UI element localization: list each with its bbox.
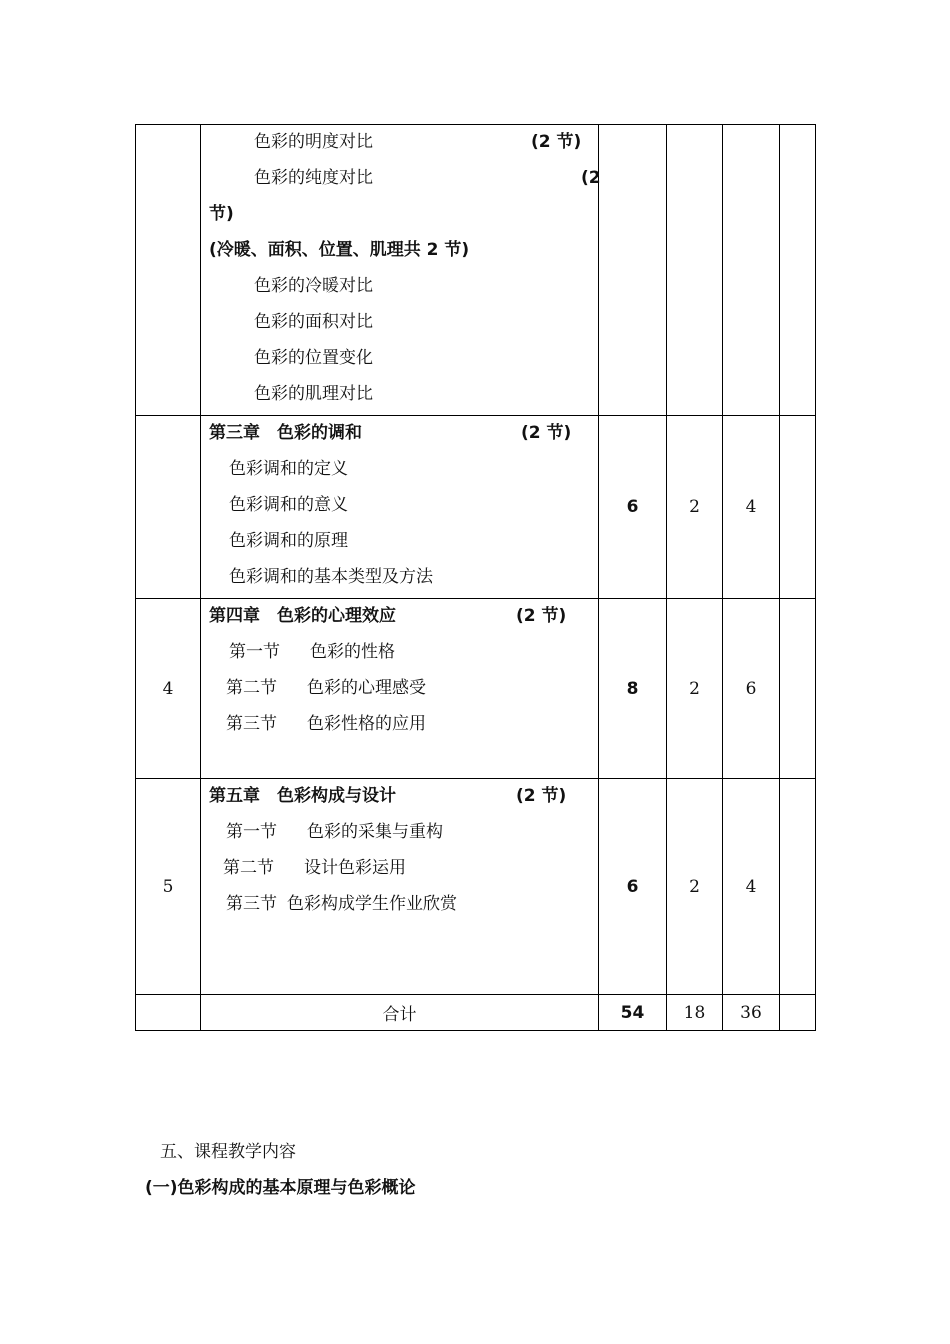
list-item: 色彩的肌理对比 xyxy=(254,384,373,404)
list-item: 第三节 色彩构成学生作业欣赏 xyxy=(226,894,457,914)
list-item: 色彩的纯度对比 (2 xyxy=(254,168,601,188)
remark-cell xyxy=(780,599,816,779)
chapter-title: 第四章 色彩的心理效应 (2 节) xyxy=(209,606,567,626)
total-hours-cell: 6 xyxy=(599,779,667,995)
list-item: 第三节 色彩性格的应用 xyxy=(226,714,426,734)
list-item: 色彩调和的定义 xyxy=(229,459,348,479)
total-hours-cell: 54 xyxy=(599,995,667,1031)
list-item: 第一节 色彩的性格 xyxy=(229,642,395,662)
remark-cell xyxy=(780,125,816,416)
practice-hours-cell: 36 xyxy=(723,995,780,1031)
table-row xyxy=(136,779,816,995)
practice-hours-cell: 4 xyxy=(723,779,780,995)
index-cell xyxy=(136,416,201,599)
content-cell xyxy=(201,125,599,416)
index-cell: 4 xyxy=(136,599,201,779)
course-hours-table xyxy=(135,124,816,1031)
practice-hours-cell: 4 xyxy=(723,416,780,599)
remark-cell xyxy=(780,416,816,599)
list-item: 色彩的面积对比 xyxy=(254,312,373,332)
theory-hours-cell: 18 xyxy=(667,995,723,1031)
list-item: 色彩调和的意义 xyxy=(229,495,348,515)
total-hours-cell: 6 xyxy=(599,416,667,599)
section-heading: 五、课程教学内容 xyxy=(160,1142,296,1162)
table-row xyxy=(136,416,816,599)
chapter-title: 第五章 色彩构成与设计 (2 节) xyxy=(209,786,567,806)
theory-hours-cell: 2 xyxy=(667,779,723,995)
theory-hours-cell: 2 xyxy=(667,599,723,779)
list-item: 第一节 色彩的采集与重构 xyxy=(226,822,443,842)
list-item: (冷暖、面积、位置、肌理共 2 节) xyxy=(209,240,470,260)
theory-hours-cell xyxy=(667,125,723,416)
content-cell xyxy=(201,416,599,599)
total-hours-cell: 8 xyxy=(599,599,667,779)
total-label-cell: 合计 xyxy=(201,995,599,1031)
index-cell xyxy=(136,995,201,1031)
index-cell xyxy=(136,125,201,416)
table-row xyxy=(136,125,816,416)
list-item: 色彩的位置变化 xyxy=(254,348,373,368)
list-item: 色彩的明度对比 (2 节) xyxy=(254,132,582,152)
subsection-heading: (一)色彩构成的基本原理与色彩概论 xyxy=(145,1178,416,1198)
list-item: 第二节 设计色彩运用 xyxy=(223,858,406,878)
list-item: 色彩调和的基本类型及方法 xyxy=(229,567,433,587)
theory-hours-cell: 2 xyxy=(667,416,723,599)
content-cell xyxy=(201,599,599,779)
practice-hours-cell xyxy=(723,125,780,416)
practice-hours-cell: 6 xyxy=(723,599,780,779)
index-cell: 5 xyxy=(136,779,201,995)
table-row xyxy=(136,599,816,779)
list-item: 节) xyxy=(209,204,234,224)
chapter-title: 第三章 色彩的调和 (2 节) xyxy=(209,423,572,443)
list-item: 第二节 色彩的心理感受 xyxy=(226,678,426,698)
total-hours-cell xyxy=(599,125,667,416)
list-item: 色彩调和的原理 xyxy=(229,531,348,551)
remark-cell xyxy=(780,779,816,995)
table-row-total xyxy=(136,995,816,1031)
remark-cell xyxy=(780,995,816,1031)
content-cell xyxy=(201,779,599,995)
list-item: 色彩的冷暖对比 xyxy=(254,276,373,296)
